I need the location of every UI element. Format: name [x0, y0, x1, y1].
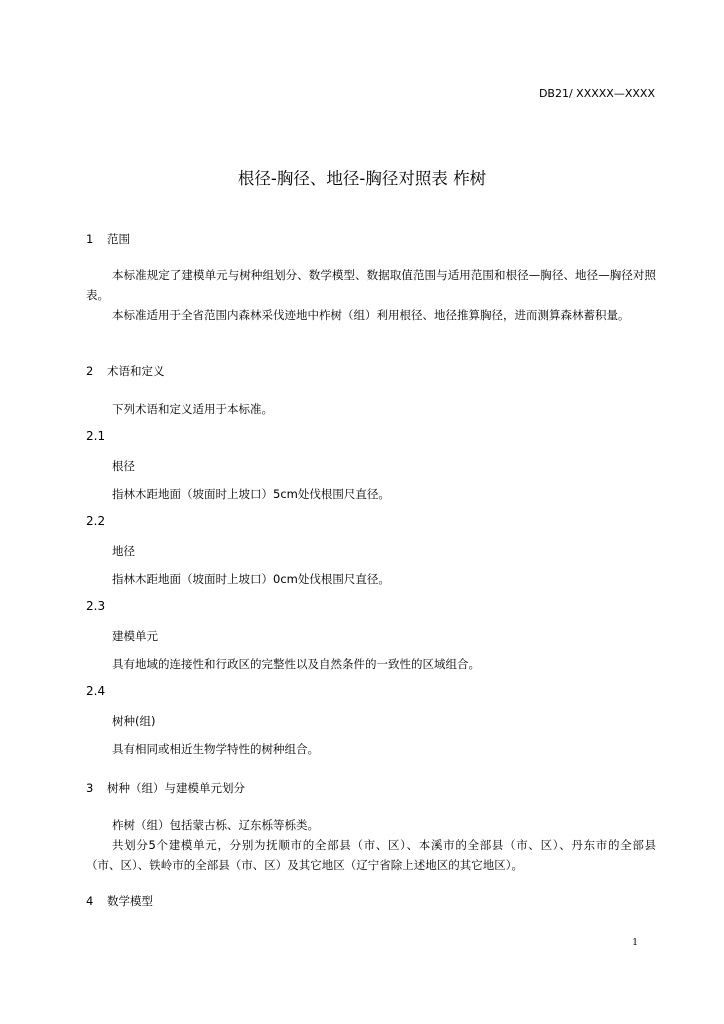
- term-number: 2.4: [86, 684, 106, 698]
- section-heading-units: [86, 780, 245, 796]
- paragraph: 共划分5个建模单元，分别为抚顺市的全部县（市、区）、本溪市的全部县（市、区）、丹东市的全部县（市、区）、铁岭市的全部县（市、区）及其它地区（辽宁省除上述地区的其它地区）。: [86, 838, 656, 872]
- section-title: 数学模型: [107, 894, 153, 908]
- page-number: 1: [632, 938, 638, 948]
- term-definition: 具有地域的连接性和行政区的完整性以及自然条件的一致性的区域组合。: [112, 657, 480, 671]
- term-definition: 指林木距地面（坡面时上坡口）0cm处伐根围尺直径。: [112, 572, 390, 586]
- section-title: 术语和定义: [107, 364, 165, 378]
- term-name: 根径: [112, 459, 135, 473]
- section-number: 2: [86, 364, 94, 378]
- section-scope-body: [86, 265, 656, 325]
- section-number: 4: [86, 894, 94, 908]
- document-title: 根径-胸径、地径-胸径对照表 柞树: [237, 169, 487, 188]
- section-number: 3: [86, 781, 94, 795]
- document-id: DB21/ XXXXX—XXXX: [538, 87, 655, 100]
- term-name: 树种(组): [112, 714, 156, 728]
- section-title: 树种（组）与建模单元划分: [107, 781, 245, 795]
- term-definition: 具有相同或相近生物学特性的树种组合。: [112, 742, 319, 756]
- section-heading-scope: [86, 231, 130, 247]
- term-number: 2.3: [86, 599, 106, 613]
- term-definition: 指林木距地面（坡面时上坡口）5cm处伐根围尺直径。: [112, 487, 390, 501]
- section-title: 范围: [107, 232, 130, 246]
- section-units-body: [86, 815, 656, 875]
- section-heading-terms: [86, 363, 165, 379]
- term-name: 建模单元: [112, 629, 158, 643]
- paragraph: 柞树（组）包括蒙古栎、辽东栎等栎类。: [112, 818, 319, 832]
- section-number: 1: [86, 232, 94, 246]
- section-heading-model: [86, 893, 153, 909]
- paragraph: 本标准规定了建模单元与树种组划分、数学模型、数据取值范围与适用范围和根径—胸径、地径—胸径对照表。: [86, 268, 656, 302]
- term-name: 地径: [112, 544, 135, 558]
- terms-intro: 下列术语和定义适用于本标准。: [112, 402, 273, 416]
- paragraph: 本标准适用于全省范围内森林采伐迹地中柞树（组）利用根径、地径推算胸径，进而测算森林蓄积量。: [112, 308, 630, 322]
- term-number: 2.2: [86, 514, 106, 528]
- term-number: 2.1: [86, 429, 106, 443]
